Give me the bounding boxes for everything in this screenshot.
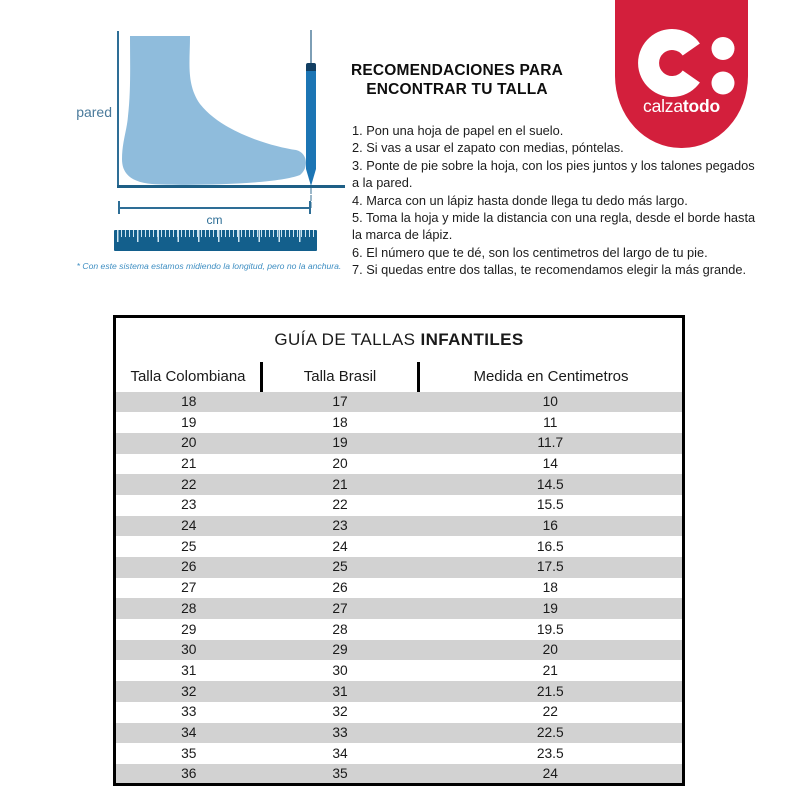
table-row [115, 640, 684, 661]
table-row [115, 557, 684, 578]
table-cell: 32 [332, 704, 348, 720]
table-row [115, 743, 684, 764]
wall-line [117, 31, 119, 187]
table-cell: 26 [332, 580, 348, 596]
c-colon-icon [615, 0, 748, 148]
recommendations-title-line1: RECOMENDACIONES PARA [350, 62, 564, 79]
pencil-guide-line [310, 30, 312, 64]
table-cell: 17 [332, 393, 348, 409]
table-cell: 29 [332, 642, 348, 658]
table-cell: 20 [332, 456, 348, 471]
column-header-brasil: Talla Brasil [262, 362, 419, 392]
table-row [115, 702, 684, 723]
table-cell: 16.5 [536, 538, 564, 554]
table-cell: 27 [181, 580, 197, 596]
table-cell: 24 [542, 765, 558, 781]
table-cell: 20 [181, 435, 197, 451]
table-cell: 25 [181, 538, 197, 554]
table-cell: 21 [181, 456, 197, 471]
table-cell: 35 [181, 745, 197, 761]
table-cell: 23 [181, 497, 197, 513]
table-cell: 35 [332, 765, 348, 781]
column-header-colombia: Talla Colombiana [130, 368, 246, 385]
pencil-cap [306, 63, 316, 71]
step-item: 5. Toma la hoja y mide la distancia con una regla, desde el borde hasta la marca de lápiz. [352, 210, 756, 243]
table-body [115, 392, 684, 785]
table-row [115, 392, 684, 413]
table-cell: 34 [181, 724, 197, 740]
brand-logo [615, 0, 748, 148]
wall-label: pared [76, 104, 112, 120]
table-cell: 29 [181, 621, 197, 637]
table-cell: 26 [181, 559, 197, 575]
step-item: 4. Marca con un lápiz hasta donde llega tu dedo más largo. [352, 192, 688, 208]
table-row [115, 516, 684, 537]
table-cell: 30 [332, 662, 348, 678]
cm-measure-line [118, 207, 311, 209]
table-row [115, 474, 684, 495]
step-item: 3. Ponte de pie sobre la hoja, con los pies juntos y los talones pegados a la pared. [352, 157, 755, 191]
table-cell: 30 [181, 642, 197, 658]
table-title-row [115, 317, 684, 362]
table-cell: 23.5 [536, 745, 564, 761]
table-cell: 28 [332, 621, 348, 637]
table-cell: 24 [332, 538, 348, 554]
foot-icon [120, 36, 312, 186]
step-item: 2. Si vas a usar el zapato con medias, póntelas. [352, 140, 624, 156]
table-cell: 14.5 [536, 476, 564, 492]
table-title-regular: GUÍA DE TALLAS [274, 329, 416, 349]
recommendations-title [344, 61, 570, 99]
table-cell: 20 [542, 642, 558, 658]
step-item: 6. El número que te dé, son los centimetros del largo de tu pie. [352, 244, 708, 260]
table-cell: 17.5 [536, 559, 564, 575]
table-header-row [115, 362, 684, 392]
table-row [115, 433, 684, 454]
table-cell: 34 [332, 745, 348, 761]
pencil-tip [306, 169, 316, 186]
table-cell: 18 [332, 414, 348, 430]
table-cell: 27 [332, 600, 348, 616]
table-cell: 22 [542, 704, 558, 720]
table-cell: 22.5 [536, 724, 564, 740]
table-cell: 25 [332, 559, 348, 575]
table-cell: 19.5 [536, 621, 564, 637]
table-cell: 21 [542, 662, 558, 678]
ruler-ticks-small [117, 230, 314, 237]
table-cell: 23 [332, 518, 348, 534]
table-cell: 16 [542, 518, 558, 534]
table-cell: 18 [542, 580, 558, 596]
table-cell: 21 [332, 476, 348, 492]
step-item: 7. Si quedas entre dos tallas, te recomendamos elegir la más grande. [352, 262, 747, 278]
pencil-body [306, 71, 316, 169]
table-row [115, 454, 684, 475]
table-cell: 36 [181, 765, 197, 781]
table-row [115, 495, 684, 516]
table-cell: 33 [332, 724, 348, 740]
floor-line [117, 185, 345, 188]
table-cell: 10 [542, 393, 558, 409]
table-cell: 22 [181, 476, 197, 492]
recommendations-title-line2: ENCONTRAR TU TALLA [366, 81, 548, 98]
table-cell: 22 [332, 497, 348, 513]
table-cell: 32 [181, 683, 197, 699]
table-cell: 21.5 [536, 683, 564, 699]
table-title-bold: INFANTILES [420, 329, 524, 349]
table-cell: 18 [181, 393, 197, 409]
cm-label: cm [206, 213, 223, 227]
table-row [115, 619, 684, 640]
table-row [115, 598, 684, 619]
table-row [115, 681, 684, 702]
column-header-centimetros: Medida en Centimetros [419, 362, 684, 392]
table-row [115, 578, 684, 599]
pencil-icon [305, 30, 317, 208]
table-row [115, 764, 684, 785]
table-title [115, 317, 684, 362]
table-cell: 14 [542, 456, 558, 471]
ruler-icon [114, 230, 317, 251]
table-cell: 24 [181, 518, 197, 534]
table-row [115, 412, 684, 433]
table-cell: 11.7 [537, 435, 564, 451]
table-cell: 33 [181, 704, 197, 720]
table-cell: 19 [542, 600, 558, 616]
table-cell: 11 [543, 414, 558, 430]
table-cell: 19 [181, 414, 197, 430]
table-row [115, 660, 684, 681]
step-item: 1. Pon una hoja de papel en el suelo. [352, 123, 564, 138]
brand-name-bold: todo [682, 96, 720, 116]
table-cell: 31 [181, 662, 197, 678]
size-table [113, 315, 685, 786]
brand-name-regular: calza [643, 96, 683, 116]
table-row [115, 723, 684, 744]
table-cell: 31 [332, 683, 348, 699]
measure-note: * Con este sistema estamos midiendo la longitud, pero no la anchura. [76, 261, 342, 271]
brand-name [615, 96, 748, 117]
table-cell: 19 [332, 435, 348, 451]
table-cell: 15.5 [536, 497, 564, 513]
table-row [115, 536, 684, 557]
table-cell: 28 [181, 600, 197, 616]
